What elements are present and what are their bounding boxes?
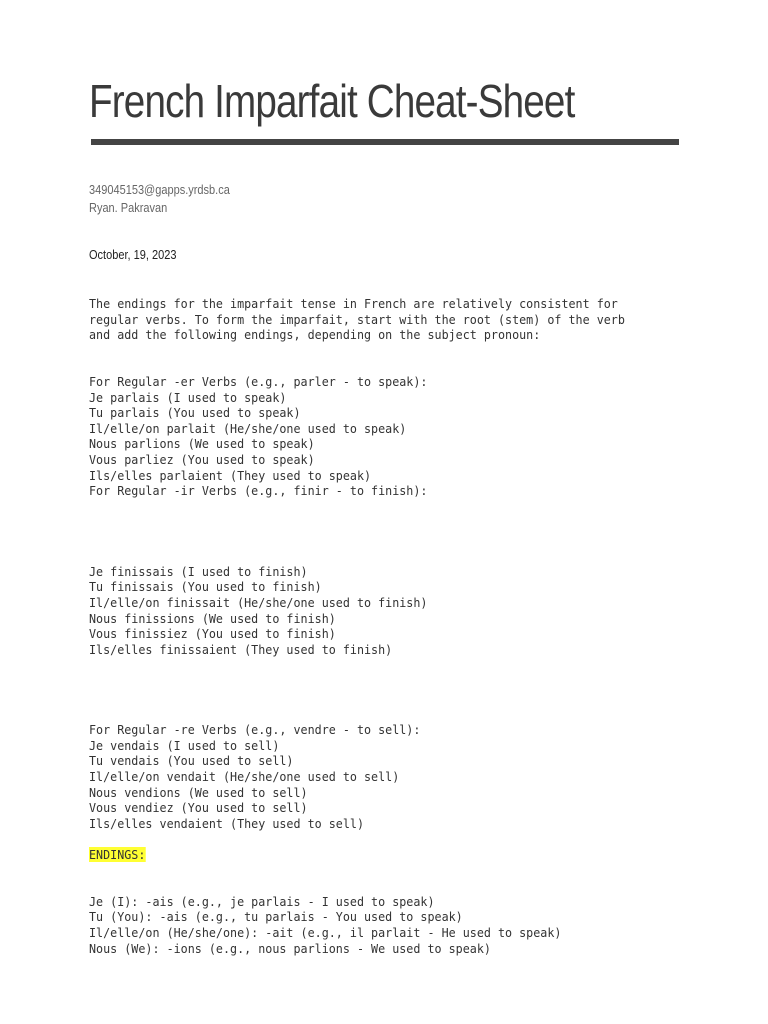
conjugation-line: Il/elle/on finissait (He/she/one used to finish) bbox=[89, 594, 428, 610]
conjugation-line: Ils/elles finissaient (They used to finish) bbox=[89, 641, 393, 657]
re-verbs-heading: For Regular -re Verbs (e.g., vendre - to sell): bbox=[89, 722, 421, 738]
document-title: French Imparfait Cheat-Sheet bbox=[89, 75, 575, 127]
author-email: 349045153@gapps.yrdsb.ca bbox=[89, 183, 230, 197]
intro-paragraph bbox=[89, 296, 666, 343]
intro-line: The endings for the imparfait tense in French are relatively consistent for bbox=[89, 296, 618, 311]
conjugation-line: Vous finissiez (You used to finish) bbox=[89, 626, 336, 642]
ending-line: Nous (We): -ions (e.g., nous parlions - We used to speak) bbox=[89, 940, 491, 956]
intro-line: regular verbs. To form the imparfait, start with the root (stem) of the verb bbox=[89, 311, 625, 327]
endings-heading: ENDINGS: bbox=[89, 847, 146, 863]
conjugation-line: Nous parlions (We used to speak) bbox=[89, 436, 315, 452]
conjugation-line: Nous finissions (We used to finish) bbox=[89, 610, 336, 626]
ending-line: Tu (You): -ais (e.g., tu parlais - You used to speak) bbox=[89, 909, 463, 925]
document-body bbox=[89, 296, 666, 956]
conjugation-line: Vous parliez (You used to speak) bbox=[89, 451, 315, 467]
er-verbs-section bbox=[89, 374, 666, 483]
ending-line: Il/elle/on (He/she/one): -ait (e.g., il parlait - He used to speak) bbox=[89, 925, 562, 940]
author-name: Ryan. Pakravan bbox=[89, 201, 168, 215]
conjugation-line: Tu vendais (You used to sell) bbox=[89, 753, 294, 769]
conjugation-line: Nous vendions (We used to sell) bbox=[89, 784, 308, 800]
conjugation-line: Vous vendiez (You used to sell) bbox=[89, 800, 308, 816]
re-verbs-section bbox=[89, 722, 666, 831]
title-underline-rule bbox=[91, 139, 679, 145]
conjugation-line: Il/elle/on parlait (He/she/one used to speak) bbox=[89, 420, 407, 436]
conjugation-line: Je vendais (I used to sell) bbox=[89, 737, 280, 753]
conjugation-line: Tu parlais (You used to speak) bbox=[89, 405, 301, 421]
document-date: October, 19, 2023 bbox=[89, 248, 177, 262]
conjugation-line: Je finissais (I used to finish) bbox=[89, 563, 308, 579]
endings-section bbox=[89, 894, 666, 956]
endings-heading-line bbox=[89, 847, 666, 863]
intro-line: and add the following endings, depending on the subject pronoun: bbox=[89, 327, 541, 343]
conjugation-line: Ils/elles parlaient (They used to speak) bbox=[89, 467, 372, 483]
ending-line: Je (I): -ais (e.g., je parlais - I used to speak) bbox=[89, 893, 435, 909]
conjugation-line: Je parlais (I used to speak) bbox=[89, 389, 287, 405]
conjugation-line: Il/elle/on vendait (He/she/one used to sell) bbox=[89, 769, 400, 785]
conjugation-line: Ils/elles vendaient (They used to sell) bbox=[89, 815, 365, 831]
ir-verbs-heading: For Regular -ir Verbs (e.g., finir - to finish): bbox=[89, 483, 428, 499]
ir-verbs-section bbox=[89, 483, 666, 657]
conjugation-line: Tu finissais (You used to finish) bbox=[89, 579, 322, 595]
er-verbs-heading: For Regular -er Verbs (e.g., parler - to speak): bbox=[89, 373, 428, 389]
